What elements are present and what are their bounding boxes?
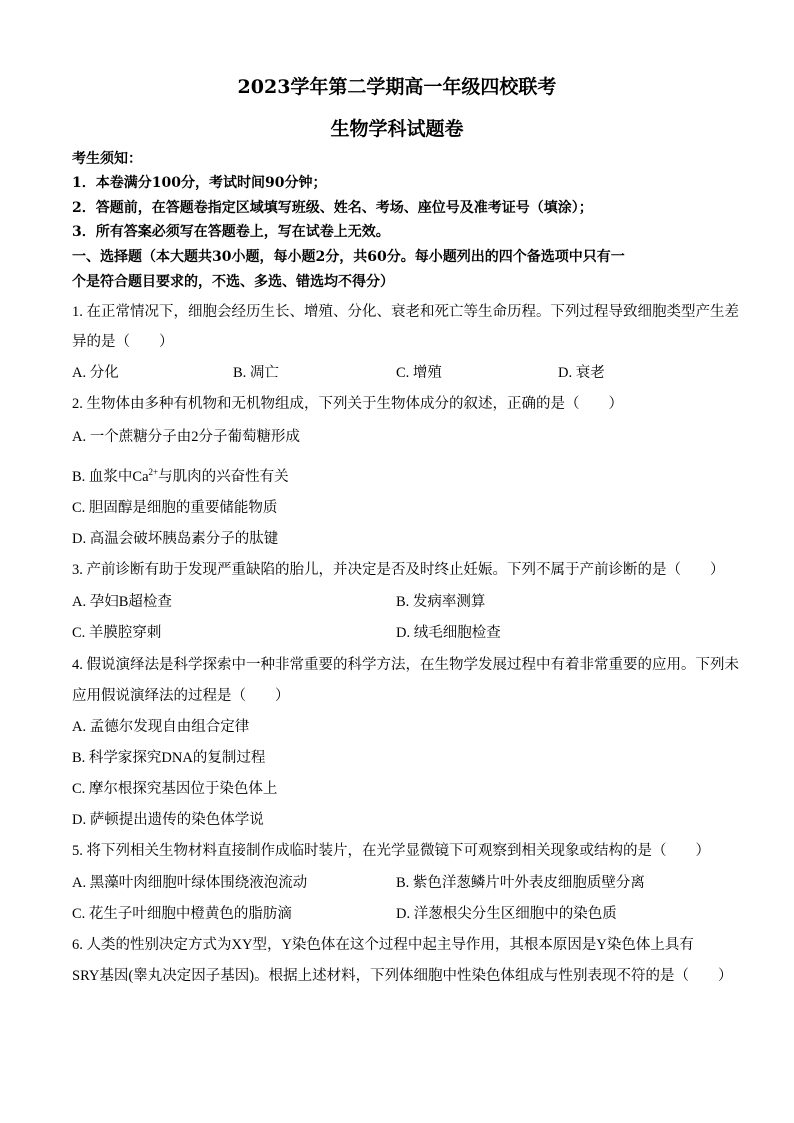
question-5-option-a: A. 黑藻叶肉细胞叶绿体围绕液泡流动	[72, 875, 308, 891]
question-5-option-d: D. 洋葱根尖分生区细胞中的染色质	[396, 906, 617, 922]
question-1-option-d: D. 衰老	[558, 365, 605, 381]
question-2-stem: 2. 生物体由多种有机物和无机物组成，下列关于生物体成分的叙述，正确的是（ ）	[72, 396, 623, 412]
notice-heading: 考生须知：	[72, 151, 142, 167]
question-2-option-a: A. 一个蔗糖分子由2分子葡萄糖形成	[72, 429, 300, 445]
question-4-stem: 4. 假说演绎法是科学探索中一种非常重要的科学方法，在生物学发展过程中有着非常重要的应用。下列未	[72, 657, 739, 673]
question-2-option-c: C. 胆固醇是细胞的重要储能物质	[72, 500, 278, 516]
notice-item: 2．答题前，在答题卷指定区域填写班级、姓名、考场、座位号及准考证号（填涂）；	[72, 200, 593, 216]
question-6-stem-cont: SRY基因(睾丸决定因子基因)。根据上述材料，下列体细胞中性染色体组成与性别表现不符的是（ ）	[72, 968, 733, 984]
notice-item: 1．本卷满分100分，考试时间90分钟；	[72, 175, 327, 191]
question-4-option-a: A. 孟德尔发现自由组合定律	[72, 719, 250, 735]
question-4-option-d: D. 萨顿提出遗传的染色体学说	[72, 812, 264, 828]
question-1-option-b: B. 凋亡	[233, 365, 279, 381]
question-3-stem: 3. 产前诊断有助于发现严重缺陷的胎儿，并决定是否及时终止妊娠。下列不属于产前诊断的是（ ）	[72, 562, 725, 578]
question-4-option-c: C. 摩尔根探究基因位于染色体上	[72, 781, 278, 797]
option-b-text: B. 血浆中Ca	[72, 469, 149, 485]
question-3-option-c: C. 羊膜腔穿刺	[72, 625, 162, 641]
question-3-option-d: D. 绒毛细胞检查	[396, 625, 501, 641]
exam-subtitle: 生物学科试题卷	[330, 118, 464, 140]
question-1-option-a: A. 分化	[72, 365, 119, 381]
section-heading: 一、选择题（本大题共30小题，每小题2分，共60分。每小题列出的四个备选项中只有一	[72, 249, 625, 265]
question-1-option-c: C. 增殖	[396, 365, 442, 381]
superscript: 2+	[148, 467, 159, 478]
question-6-stem: 6. 人类的性别决定方式为XY型，Y染色体在这个过程中起主导作用，其根本原因是Y染色体上具有	[72, 937, 694, 953]
question-5-option-b: B. 紫色洋葱鳞片叶外表皮细胞质壁分离	[396, 875, 645, 891]
question-2-option-d: D. 高温会破坏胰岛素分子的肽键	[72, 531, 279, 547]
notice-item: 3．所有答案必须写在答题卷上，写在试卷上无效。	[72, 224, 390, 240]
question-2-option-b	[72, 465, 289, 486]
exam-title: 2023学年第二学期高一年级四校联考	[237, 76, 557, 98]
question-3-option-b: B. 发病率测算	[396, 594, 486, 610]
section-heading-cont: 个是符合题目要求的，不选、多选、错选均不得分）	[72, 274, 394, 290]
question-5-stem: 5. 将下列相关生物材料直接制作成临时装片，在光学显微镜下可观察到相关现象或结构的是（ ）	[72, 843, 710, 859]
option-b-text-rest: 与肌肉的兴奋性有关	[158, 469, 289, 485]
question-1-stem: 1. 在正常情况下，细胞会经历生长、增殖、分化、衰老和死亡等生命历程。下列过程导致细胞类型产生差	[72, 304, 739, 320]
question-4-stem-cont: 应用假说演绎法的过程是（ ）	[72, 688, 290, 704]
question-4-option-b: B. 科学家探究DNA的复制过程	[72, 750, 266, 766]
question-3-option-a: A. 孕妇B超检查	[72, 594, 172, 610]
question-5-option-c: C. 花生子叶细胞中橙黄色的脂肪滴	[72, 906, 292, 922]
question-1-stem-cont: 异的是（ ）	[72, 334, 174, 350]
